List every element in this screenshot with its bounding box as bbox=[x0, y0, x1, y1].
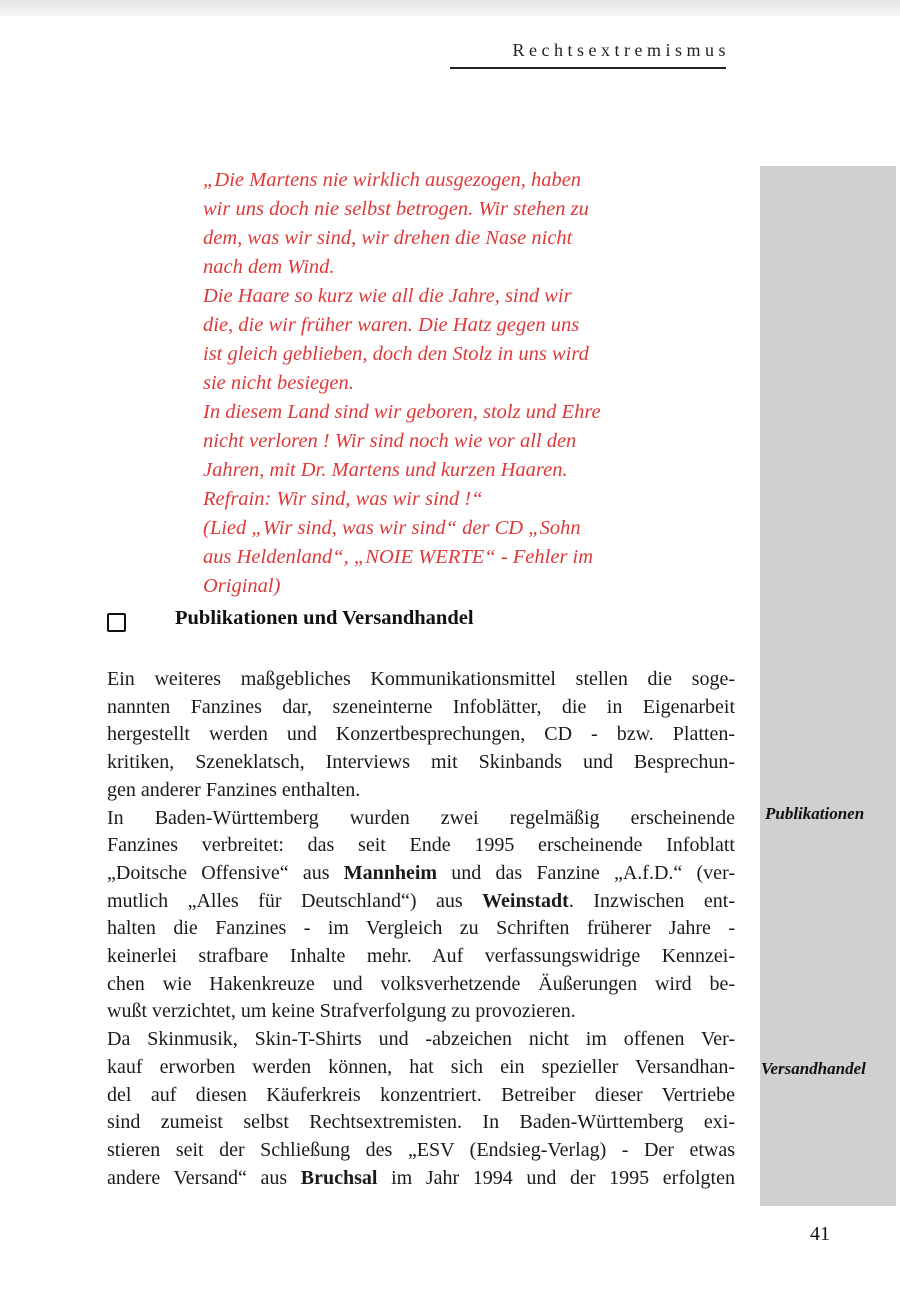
body-text bbox=[107, 666, 735, 1192]
paragraph-mail-order bbox=[107, 1026, 735, 1192]
text-line: stieren seit der Schließung des „ESV (Endsieg-Verlag) - Der etwas bbox=[107, 1138, 735, 1161]
text-line: Fanzines verbreitet: das seit Ende 1995 erscheinende Infoblatt bbox=[107, 834, 735, 857]
quote-line: wir uns doch nie selbst betrogen. Wir stehen zu bbox=[203, 198, 589, 220]
checkbox-bullet-icon bbox=[107, 613, 126, 632]
header-rule bbox=[450, 67, 726, 69]
running-header: Rechtsextremismus bbox=[512, 40, 730, 60]
text-run: und das Fanzine „A.f.D.“ (ver- bbox=[437, 861, 735, 884]
text-line: hergestellt werden und Konzertbesprechungen, CD - bzw. Platten- bbox=[107, 723, 735, 746]
quote-text bbox=[203, 166, 643, 601]
quote-line: Refrain: Wir sind, was wir sind !“ bbox=[203, 488, 483, 510]
paragraph-publications bbox=[107, 805, 735, 1027]
quote-line: die, die wir früher waren. Die Hatz gegen uns bbox=[203, 314, 580, 336]
quote-line: „Die Martens nie wirklich ausgezogen, haben bbox=[203, 169, 582, 191]
text-line bbox=[107, 860, 735, 888]
text-run: „Doitsche Offensive“ aus bbox=[107, 861, 344, 884]
text-line: wußt verzichtet, um keine Strafverfolgung zu provozieren. bbox=[107, 1000, 576, 1023]
text-line: del auf diesen Käuferkreis konzentriert. Betreiber dieser Vertriebe bbox=[107, 1083, 735, 1106]
text-line: kritiken, Szeneklatsch, Interviews mit Skinbands und Besprechun- bbox=[107, 751, 735, 774]
text-line: Ein weiteres maßgebliches Kommunikationsmittel stellen die soge- bbox=[107, 668, 735, 690]
text-run: . Inzwischen ent- bbox=[568, 889, 735, 912]
text-line bbox=[107, 1165, 735, 1193]
song-lyrics-quote bbox=[203, 166, 643, 601]
section-heading: Publikationen und Versandhandel bbox=[175, 607, 474, 629]
quote-line: Original) bbox=[203, 575, 281, 597]
quote-line: ist gleich geblieben, doch den Stolz in uns wird bbox=[203, 343, 589, 365]
quote-line: nach dem Wind. bbox=[203, 256, 335, 278]
text-line: gen anderer Fanzines enthalten. bbox=[107, 778, 361, 801]
quote-line: (Lied „Wir sind, was wir sind“ der CD „Sohn bbox=[203, 517, 581, 539]
text-line: kauf erworben werden können, hat sich ein spezieller Versandhan- bbox=[107, 1055, 735, 1078]
scan-top-band bbox=[0, 0, 900, 16]
paragraph-fanzines-intro bbox=[107, 666, 735, 805]
place-name-weinstadt: Weinstadt bbox=[482, 889, 569, 912]
place-name-mannheim: Mannheim bbox=[343, 861, 438, 884]
quote-line: Die Haare so kurz wie all die Jahre, sind wir bbox=[203, 285, 572, 307]
quote-line: sie nicht besiegen. bbox=[203, 372, 354, 394]
quote-line: aus Heldenland“, „NOIE WERTE“ - Fehler im bbox=[203, 546, 594, 568]
text-line: nannten Fanzines dar, szeneinterne Infoblätter, die in Eigenarbeit bbox=[107, 695, 735, 718]
text-line: halten die Fanzines - im Vergleich zu Schriften früherer Jahre - bbox=[107, 917, 735, 940]
text-run: im Jahr 1994 und der 1995 erfolgten bbox=[377, 1166, 735, 1189]
text-run: mutlich „Alles für Deutschland“) aus bbox=[107, 889, 483, 912]
text-line: keinerlei strafbare Inhalte mehr. Auf verfassungswidrige Kennzei- bbox=[107, 945, 735, 968]
text-line: chen wie Hakenkreuze und volksverhetzende Äußerungen wird be- bbox=[107, 972, 735, 995]
text-line: sind zumeist selbst Rechtsextremisten. In Baden-Württemberg exi- bbox=[107, 1111, 735, 1134]
text-run: andere Versand“ aus bbox=[107, 1166, 301, 1189]
margin-note-versandhandel: Versandhandel bbox=[761, 1059, 866, 1078]
page-number: 41 bbox=[810, 1223, 830, 1245]
quote-line: Jahren, mit Dr. Martens und kurzen Haaren. bbox=[203, 459, 568, 481]
text-line: In Baden-Württemberg wurden zwei regelmäßig erscheinende bbox=[107, 806, 735, 829]
text-line bbox=[107, 888, 735, 916]
margin-sidebar bbox=[760, 166, 896, 1206]
margin-note-publikationen: Publikationen bbox=[765, 804, 865, 823]
text-line: Da Skinmusik, Skin-T-Shirts und -abzeichen nicht im offenen Ver- bbox=[107, 1028, 735, 1051]
quote-line: dem, was wir sind, wir drehen die Nase nicht bbox=[203, 227, 573, 249]
quote-line: nicht verloren ! Wir sind noch wie vor all den bbox=[203, 430, 577, 452]
place-name-bruchsal: Bruchsal bbox=[300, 1166, 378, 1189]
quote-line: In diesem Land sind wir geboren, stolz und Ehre bbox=[203, 401, 601, 423]
